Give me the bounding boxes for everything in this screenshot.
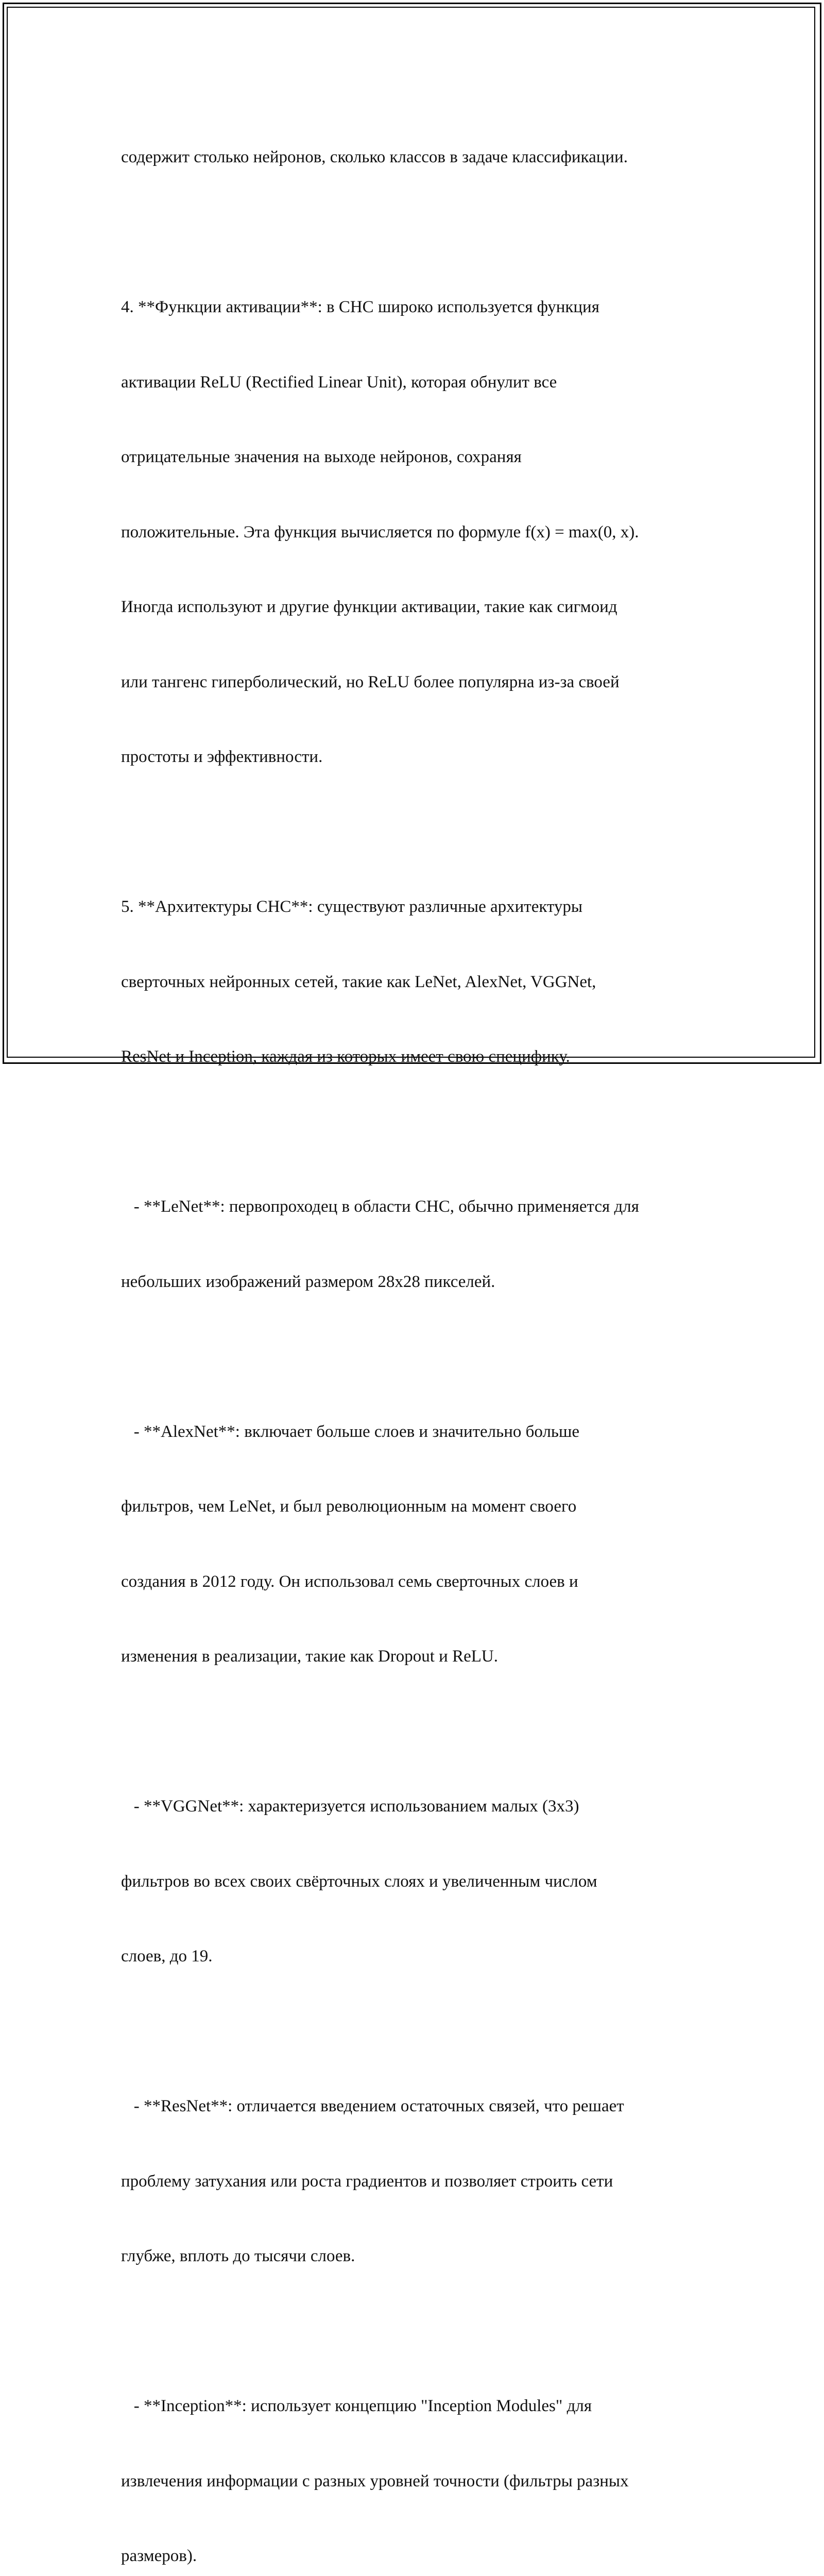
text-line: 4. **Функции активации**: в СНС широко используется функция	[121, 298, 599, 316]
text-line: - **AlexNet**: включает больше слоев и значительно больше	[121, 1422, 580, 1441]
text-line: глубже, вплоть до тысячи слоев.	[121, 2247, 355, 2265]
text-line: ResNet и Inception, каждая из которых имеет свою специфику.	[121, 1047, 570, 1066]
paragraph-resnet	[121, 2044, 713, 2319]
document-body	[121, 95, 713, 2576]
paragraph-vggnet	[121, 1744, 713, 2019]
paragraph-activation-functions	[121, 245, 713, 820]
text-line: проблему затухания или роста градиентов и позволяет строить сети	[121, 2172, 613, 2191]
text-line: - **ResNet**: отличается введением остаточных связей, что решает	[121, 2097, 624, 2115]
text-line: небольших изображений размером 28x28 пикселей.	[121, 1272, 495, 1291]
text-line: или тангенс гиперболический, но ReLU более популярна из-за своей	[121, 672, 620, 691]
paragraph-cnn-architectures	[121, 844, 713, 1120]
text-line: - **LeNet**: первопроходец в области СНС, обычно применяется для	[121, 1197, 639, 1216]
text-line: простоты и эффективности.	[121, 748, 323, 766]
paragraph-lenet	[121, 1144, 713, 1344]
paragraph-inception	[121, 2344, 713, 2576]
text-line: содержит столько нейронов, сколько классов в задаче классификации.	[121, 148, 628, 166]
text-line: Иногда используют и другие функции активации, такие как сигмоид	[121, 598, 617, 616]
text-line: отрицательные значения на выходе нейронов, сохраняя	[121, 448, 522, 466]
paragraph-alexnet	[121, 1369, 713, 1719]
text-line: 5. **Архитектуры СНС**: существуют различные архитектуры	[121, 897, 583, 916]
text-line: изменения в реализации, такие как Dropout и ReLU.	[121, 1647, 498, 1666]
text-line: - **VGGNet**: характеризуется использованием малых (3x3)	[121, 1797, 579, 1816]
text-line: извлечения информации с разных уровней точности (фильтры разных	[121, 2471, 629, 2490]
paragraph-intro-continuation	[121, 95, 713, 220]
text-line: фильтров во всех своих свёрточных слоях и увеличенным числом	[121, 1872, 597, 1891]
text-line: положительные. Эта функция вычисляется по формуле f(x) = max(0, x).	[121, 522, 639, 541]
text-line: фильтров, чем LeNet, и был революционным на момент своего	[121, 1497, 577, 1516]
text-line: создания в 2012 году. Он использовал семь сверточных слоев и	[121, 1572, 578, 1591]
text-line: - **Inception**: использует концепцию "Inception Modules" для	[121, 2397, 592, 2415]
text-line: сверточных нейронных сетей, такие как LeNet, AlexNet, VGGNet,	[121, 972, 596, 991]
text-line: размеров).	[121, 2547, 197, 2565]
text-line: слоев, до 19.	[121, 1947, 213, 1965]
text-line: активации ReLU (Rectified Linear Unit), которая обнулит все	[121, 372, 557, 392]
